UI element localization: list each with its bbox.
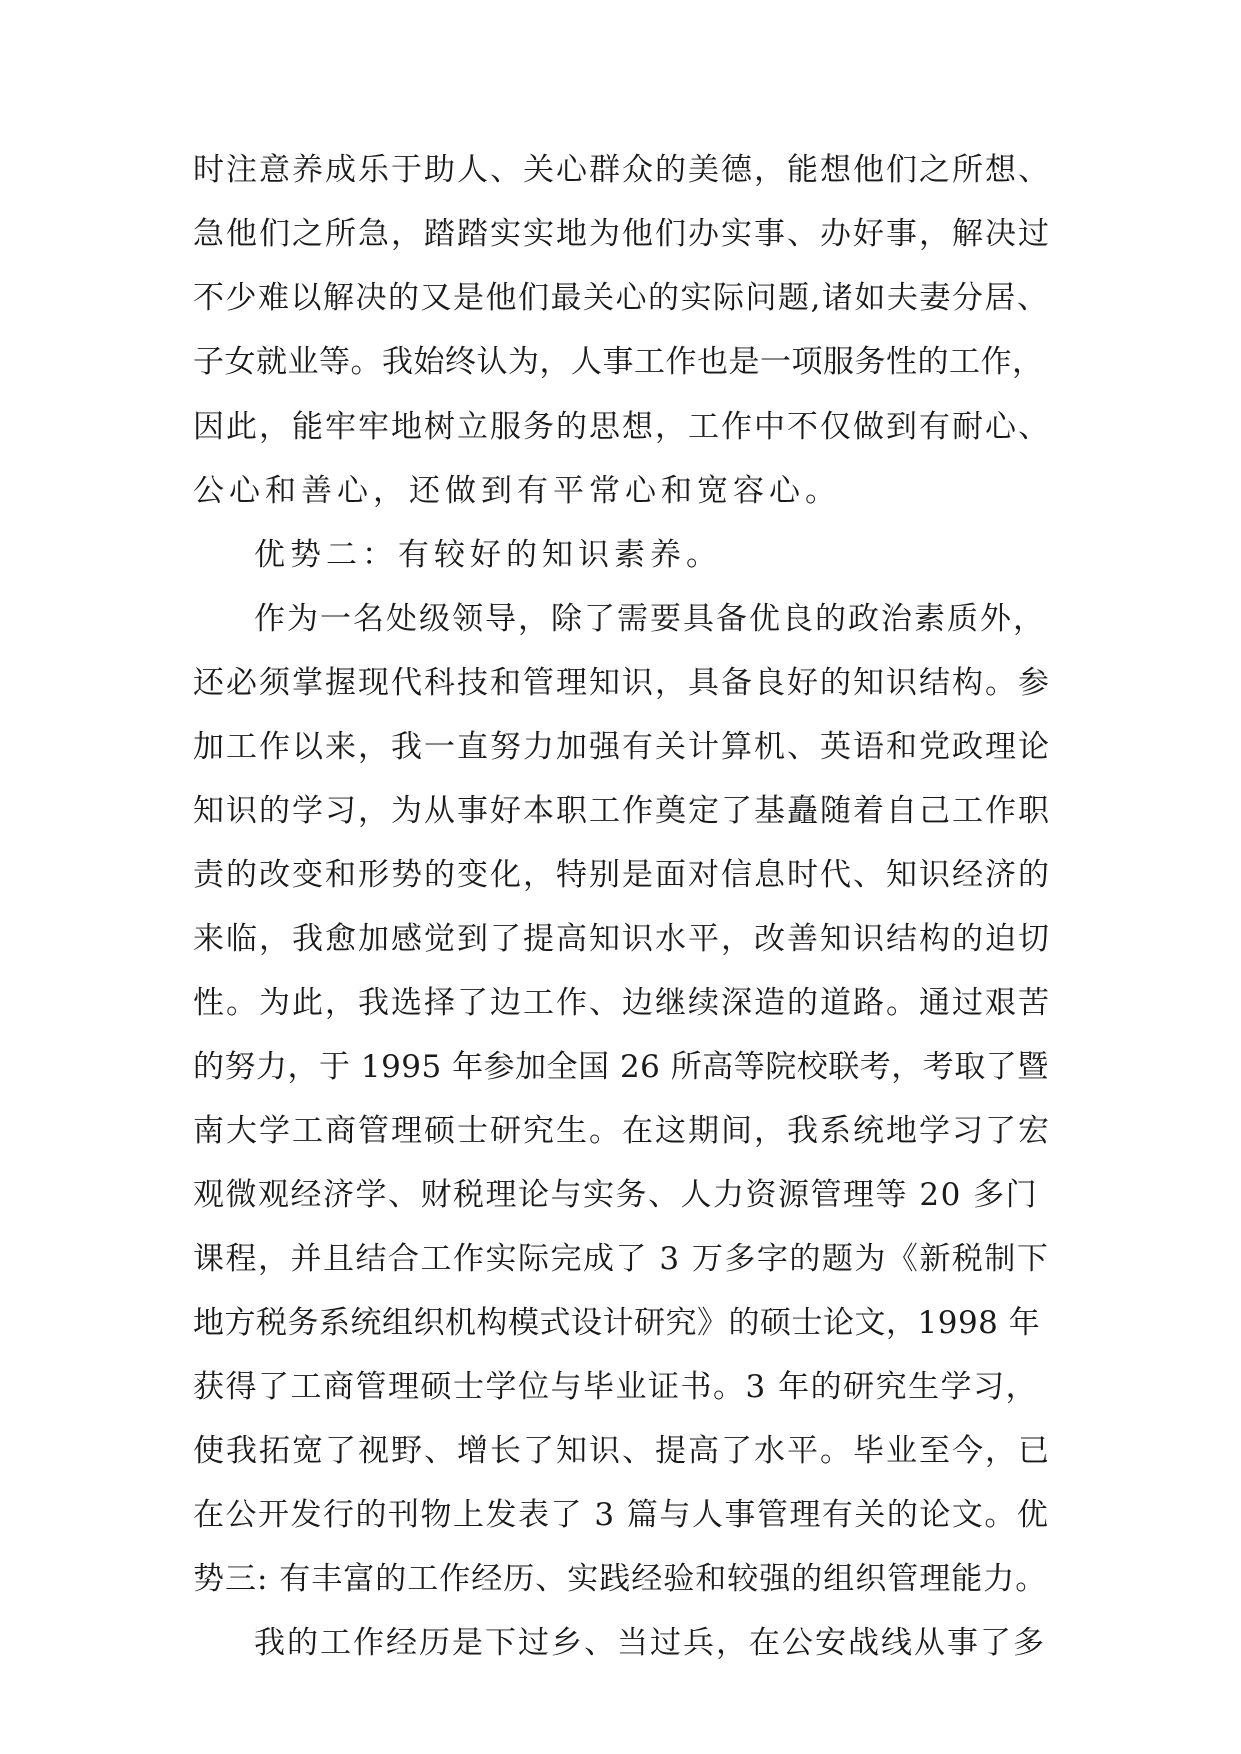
body-line: 子女就业等。我始终认为，人事工作也是一项服务性的工作， (193, 344, 1044, 380)
body-line: 急他们之所急，踏踏实实地为他们办实事、办好事，解决过 (193, 216, 1051, 252)
body-line: 因此，能牢牢地树立服务的思想，工作中不仅做到有耐心、 (193, 409, 1051, 445)
body-line: 势三: 有丰富的工作经历、实践经验和较强的组织管理能力。 (193, 1561, 1048, 1597)
body-line: 还必须掌握现代科技和管理知识，具备良好的知识结构。参 (193, 665, 1051, 701)
paragraph-start-line: 我的工作经历是下过乡、当过兵，在公安战线从事了多 (254, 1625, 1046, 1661)
body-line: 责的改变和形势的变化，特别是面对信息时代、知识经济的 (193, 857, 1051, 893)
body-line: 时注意养成乐于助人、关心群众的美德，能想他们之所想、 (193, 152, 1051, 188)
section-heading: 优势二：有较好的知识素养。 (254, 537, 722, 573)
paragraph-start-line: 作为一名处级领导，除了需要具备优良的政治素质外， (254, 601, 1046, 637)
body-line: 观微观经济学、财税理论与实务、人力资源管理等 20 多门 (193, 1177, 1039, 1213)
body-line: 知识的学习，为从事好本职工作奠定了基矗随着自己工作职 (193, 793, 1051, 829)
body-line: 公心和善心，还做到有平常心和宽容心。 (193, 473, 841, 509)
body-line: 性。为此，我选择了边工作、边继续深造的道路。通过艰苦 (193, 985, 1051, 1021)
body-line: 不少难以解决的又是他们最关心的实际问题,诸如夫妻分居、 (193, 280, 1050, 316)
body-line: 使我拓宽了视野、增长了知识、提高了水平。毕业至今，已 (193, 1433, 1051, 1469)
body-line: 来临，我愈加感觉到了提高知识水平，改善知识结构的迫切 (193, 921, 1051, 957)
body-line: 地方税务系统组织机构模式设计研究》的硕士论文，1998 年 (193, 1305, 1041, 1341)
body-line: 的努力，于 1995 年参加全国 26 所高等院校联考，考取了暨 (193, 1049, 1049, 1085)
body-line: 课程，并且结合工作实际完成了 3 万多字的题为《新税制下 (193, 1241, 1050, 1277)
body-line: 在公开发行的刊物上发表了 3 篇与人事管理有关的论文。优 (193, 1497, 1050, 1533)
body-line: 获得了工商管理硕士学位与毕业证书。3 年的研究生学习， (193, 1369, 1039, 1405)
body-line: 南大学工商管理硕士研究生。在这期间，我系统地学习了宏 (193, 1113, 1051, 1149)
body-line: 加工作以来，我一直努力加强有关计算机、英语和党政理论 (193, 729, 1051, 765)
